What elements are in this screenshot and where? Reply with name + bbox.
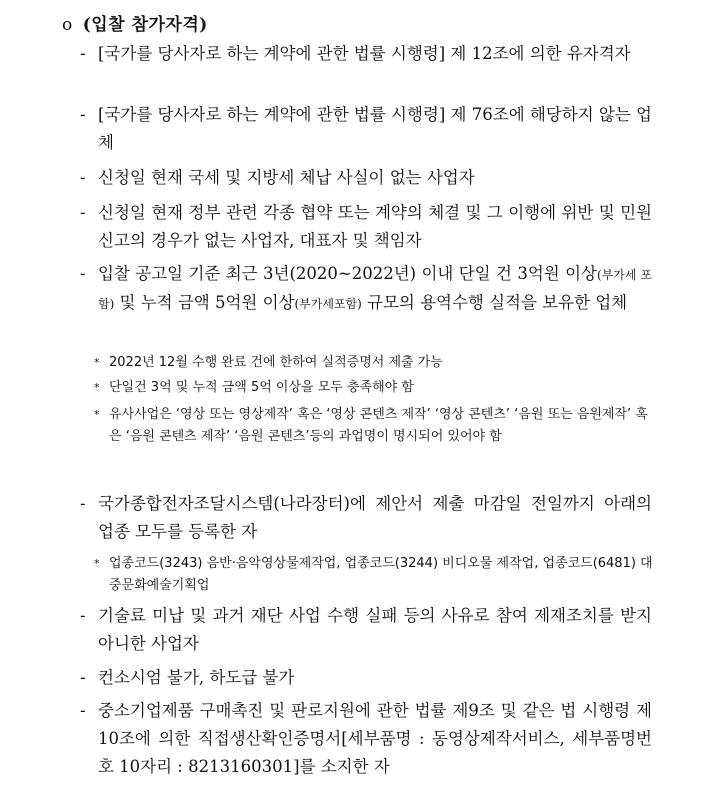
text-segment: 및 누적 금액 5억원 이상 [114, 293, 295, 312]
note-text: 단일건 3억 및 누적 금액 5억 이상을 모두 충족해야 함 [109, 380, 414, 395]
list-item [80, 664, 652, 692]
list-dash: - [80, 701, 86, 720]
note-text: 2022년 12월 수행 완료 건에 한하여 실적증명서 제출 가능 [109, 355, 443, 370]
heading-marker: o [62, 15, 73, 35]
list-item [80, 602, 652, 658]
list-dash: - [80, 168, 86, 187]
note-item [94, 377, 654, 399]
list-dash: - [80, 105, 86, 124]
text-segment-small: (부가세포함) [294, 297, 362, 311]
note-text: 업종코드(3243) 음반·음악영상물제작업, 업종코드(3244) 비디오물 제작업, 업종코드(6481) 대중문화예술기획업 [109, 556, 653, 593]
list-dash: - [80, 606, 86, 625]
list-item-text: 컨소시엄 불가, 하도급 불가 [98, 668, 295, 687]
list-item [80, 101, 652, 157]
list-item [80, 697, 652, 781]
text-segment: 규모의 용역수행 실적을 보유한 업체 [361, 293, 628, 312]
list-item-text: 기술료 미납 및 과거 재단 사업 수행 실패 등의 사유로 참여 제재조치를 받지 아니한 사업자 [98, 606, 652, 653]
note-star: * [94, 356, 100, 369]
note-star: * [94, 557, 100, 570]
list-item-text: 국가종합전자조달시스템(나라장터)에 제안서 제출 마감일 전일까지 아래의 업종 모두를 등록한 자 [98, 494, 652, 541]
list-item [80, 199, 652, 255]
list-item-text: 신청일 현재 정부 관련 각종 협약 또는 계약의 체결 및 그 이행에 위반 및 민원신고의 경우가 없는 사업자, 대표자 및 책임자 [98, 203, 652, 250]
list-item-text: [국가를 당사자로 하는 계약에 관한 법률 시행령] 제 12조에 의한 유자격자 [98, 44, 631, 63]
list-item-text: 중소기업제품 구매촉진 및 판로지원에 관한 법률 제9조 및 같은 법 시행령 제10조에 의한 직접생산확인증명서[세부품명 : 동영상제작서비스, 세부품명번호 10자리 : 8213160301]를 소지한 자 [98, 701, 652, 776]
note-item [94, 553, 654, 597]
list-item-text [98, 260, 652, 318]
text-segment-small: (부가세 포함) [98, 268, 652, 311]
list-item [80, 40, 652, 68]
list-item [80, 260, 652, 318]
list-item-text: [국가를 당사자로 하는 계약에 관한 법률 시행령] 제 76조에 해당하지 않는 업체 [98, 105, 652, 152]
list-dash: - [80, 264, 86, 283]
note-star: * [94, 381, 100, 394]
list-item-text: 신청일 현재 국세 및 지방세 체납 사실이 없는 사업자 [98, 168, 475, 187]
list-dash: - [80, 203, 86, 222]
note-text: 유사사업은 ‘영상 또는 영상제작’ 혹은 ‘영상 콘텐츠 제작’ ‘영상 콘텐츠’ ‘음원 또는 음원제작’ 혹은 ‘음원 콘텐츠 제작’ ‘음원 콘텐츠’등의 과업명이 명시되어 있어야 함 [109, 407, 648, 444]
list-dash: - [80, 494, 86, 513]
list-dash: - [80, 44, 86, 63]
list-dash: - [80, 668, 86, 687]
list-item [80, 490, 652, 546]
text-segment: 입찰 공고일 기준 최근 3년(2020~2022년) 이내 단일 건 3억원 이상 [98, 264, 597, 283]
note-item [94, 352, 654, 374]
note-item [94, 404, 654, 448]
list-item [80, 164, 652, 192]
heading-text: (입찰 참가자격) [82, 15, 208, 35]
section-heading [62, 10, 208, 35]
note-star: * [94, 408, 100, 421]
